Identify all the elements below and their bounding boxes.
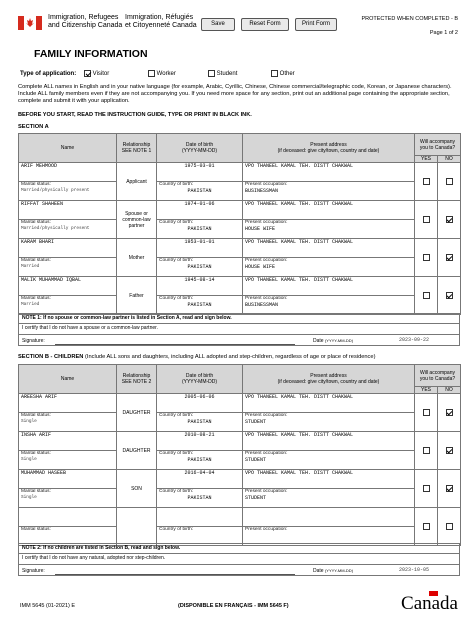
present-occupation[interactable]: STUDENT — [245, 457, 267, 463]
name-cell[interactable] — [19, 239, 117, 258]
certify-no-spouse: I certify that I do not have a spouse or a common-law partner. — [18, 324, 460, 335]
occupation-cell[interactable] — [243, 413, 415, 432]
present-occupation[interactable]: STUDENT — [245, 495, 267, 501]
occupation-cell[interactable] — [243, 258, 415, 277]
marital-label: Marital status: — [21, 413, 51, 418]
signature-line[interactable] — [55, 574, 295, 575]
occupation-label: Present occupation: — [245, 182, 288, 187]
country-of-birth[interactable]: PAKISTAN — [187, 495, 212, 501]
country-cell[interactable] — [157, 413, 243, 432]
accompany-yes-checkbox[interactable] — [423, 523, 430, 530]
member-name[interactable]: MALIK MUHAMMAD IQBAL — [21, 277, 82, 283]
date-label: Date (YYYY-MM-DD) — [313, 568, 354, 574]
address-cell[interactable] — [243, 432, 415, 451]
country-of-birth[interactable]: PAKISTAN — [187, 419, 212, 425]
accompany-no-checkbox[interactable] — [446, 178, 453, 185]
name-header: Name — [19, 365, 117, 394]
country-label: Country of birth: — [159, 451, 194, 456]
accompany-no-cell — [438, 201, 461, 239]
date-label: Date (YYYY-MM-DD) — [313, 338, 354, 344]
name-cell[interactable] — [19, 201, 117, 220]
other-option[interactable]: Other — [271, 70, 295, 77]
canada-wordmark: Canada — [401, 593, 458, 614]
signature-label: Signature: — [22, 338, 45, 344]
member-dob[interactable]: 1945-08-14 — [184, 277, 215, 283]
member-name[interactable]: INSHA ARIF — [21, 432, 52, 438]
accompany-no-cell — [438, 277, 461, 315]
dob-cell[interactable] — [157, 394, 243, 413]
accompany-no-cell — [438, 239, 461, 277]
marital-status[interactable]: Married — [21, 302, 40, 307]
signature-label: Signature: — [22, 568, 45, 574]
present-occupation[interactable]: STUDENT — [245, 419, 267, 425]
before-you-start-text: BEFORE YOU START, READ THE INSTRUCTION GUIDE, TYPE OR PRINT IN BLACK INK. — [18, 112, 252, 118]
accompany-yes-checkbox[interactable] — [423, 216, 430, 223]
member-name[interactable]: AREESHA ARIF — [21, 394, 58, 400]
relationship-cell[interactable]: DAUGHTER — [117, 432, 157, 470]
student-option[interactable]: Student — [208, 70, 237, 77]
no-header: NO — [438, 156, 461, 163]
type-of-application-label: Type of application: — [20, 71, 77, 77]
marital-cell[interactable] — [19, 451, 117, 470]
accompany-yes-checkbox[interactable] — [423, 485, 430, 492]
address-cell[interactable] — [243, 163, 415, 182]
page-number: Page 1 of 2 — [429, 30, 458, 36]
accompany-no-cell — [438, 470, 461, 508]
section-a-title: SECTION A — [18, 124, 49, 130]
address-cell[interactable] — [243, 277, 415, 296]
country-cell[interactable] — [157, 258, 243, 277]
occupation-cell[interactable] — [243, 182, 415, 201]
dob-cell[interactable] — [157, 163, 243, 182]
visitor-option[interactable]: Visitor — [84, 70, 109, 77]
member-dob[interactable]: 2016-04-04 — [184, 470, 215, 476]
marital-cell[interactable] — [19, 182, 117, 201]
country-label: Country of birth: — [159, 296, 194, 301]
relationship-cell[interactable]: SON — [117, 470, 157, 508]
family-member-row-detail — [19, 296, 461, 315]
no-header: NO — [438, 387, 461, 394]
address-header: Present address (if deceased: give city/town, country and date) — [243, 365, 415, 394]
marital-label: Marital status: — [21, 258, 51, 263]
footer — [18, 593, 458, 621]
accompany-no-checkbox[interactable] — [446, 254, 453, 261]
dob-cell[interactable] — [157, 432, 243, 451]
country-of-birth[interactable]: PAKISTAN — [187, 188, 212, 194]
marital-label: Marital status: — [21, 489, 51, 494]
address-cell[interactable] — [243, 470, 415, 489]
accompany-yes-cell — [415, 239, 438, 277]
address-cell[interactable] — [243, 201, 415, 220]
occupation-cell[interactable] — [243, 489, 415, 508]
marital-status[interactable]: Married/physically present — [21, 226, 90, 231]
name-cell[interactable] — [19, 394, 117, 413]
marital-label: Marital status: — [21, 220, 51, 225]
accompany-yes-cell — [415, 277, 438, 315]
marital-status[interactable]: Single — [21, 419, 37, 424]
accompany-no-checkbox[interactable] — [446, 409, 453, 416]
country-label: Country of birth: — [159, 527, 194, 532]
family-member-row — [19, 163, 461, 182]
accompany-no-cell — [438, 163, 461, 201]
family-member-row — [19, 277, 461, 296]
save-button[interactable]: Save — [201, 18, 235, 31]
country-cell[interactable] — [157, 220, 243, 239]
member-address[interactable]: VPO THANEEL KAMAL TEH. DISTT CHAKWAL — [245, 470, 354, 476]
country-of-birth[interactable]: PAKISTAN — [187, 226, 212, 232]
accompany-header: Will accompany you to Canada? — [415, 365, 461, 387]
instructions-text: Complete ALL names in English and in your native language (for example, Arabic, Cyrillic, Chinese, Chinese commercial/telegraphic code, Korean, or Japanese characters). Include ALL family members even if they are not accompanying you. If you need more space for any section, print out an additional page containing the appropriate section, complete and submit it with your application. — [18, 84, 452, 104]
dob-header: Date of birth (YYYY-MM-DD) — [157, 134, 243, 163]
name-cell[interactable] — [19, 163, 117, 182]
present-occupation[interactable]: BUSINESSMAN — [245, 302, 279, 308]
family-member-row — [19, 508, 461, 527]
country-cell[interactable] — [157, 451, 243, 470]
marital-status[interactable]: Married/physically present — [21, 188, 90, 193]
accompany-yes-cell — [415, 470, 438, 508]
address-header: Present address (if deceased: give city/town, country and date) — [243, 134, 415, 163]
accompany-yes-checkbox[interactable] — [423, 254, 430, 261]
member-dob[interactable]: 1974-01-06 — [184, 201, 215, 207]
member-dob[interactable]: 1953-01-01 — [184, 239, 215, 245]
name-cell[interactable] — [19, 277, 117, 296]
family-member-row — [19, 239, 461, 258]
form-header — [18, 14, 458, 44]
present-occupation[interactable]: HOUSE WIFE — [245, 264, 276, 270]
country-cell[interactable] — [157, 296, 243, 315]
dob-cell[interactable] — [157, 239, 243, 258]
accompany-yes-cell — [415, 508, 438, 546]
country-cell[interactable] — [157, 182, 243, 201]
dob-cell[interactable] — [157, 201, 243, 220]
marital-label: Marital status: — [21, 296, 51, 301]
marital-status[interactable]: Married — [21, 264, 40, 269]
occupation-label: Present occupation: — [245, 258, 288, 263]
relationship-header: Relationship SEE NOTE 1 — [117, 134, 157, 163]
worker-checkbox[interactable] — [148, 70, 155, 77]
canada-flag-icon — [18, 16, 42, 30]
relationship-cell[interactable]: Spouse or common-law partner — [117, 201, 157, 239]
country-cell[interactable] — [157, 489, 243, 508]
dob-cell[interactable] — [157, 508, 243, 527]
marital-cell[interactable] — [19, 296, 117, 315]
occupation-label: Present occupation: — [245, 220, 288, 225]
section-b-table — [18, 364, 461, 546]
family-member-row — [19, 201, 461, 220]
section-a-date[interactable]: 2023-09-22 — [399, 337, 430, 343]
accompany-yes-cell — [415, 432, 438, 470]
section-a-table — [18, 133, 461, 315]
family-member-row — [19, 432, 461, 451]
country-label: Country of birth: — [159, 489, 194, 494]
worker-option[interactable]: Worker — [148, 70, 176, 77]
section-b-title: SECTION B - CHILDREN (Include ALL sons and daughters, including ALL adopted and step-children, regardless of age or place of residence) — [18, 354, 376, 360]
name-cell[interactable] — [19, 470, 117, 489]
dob-cell[interactable] — [157, 277, 243, 296]
marital-status[interactable]: Single — [21, 495, 37, 500]
family-member-row — [19, 470, 461, 489]
accompany-no-checkbox[interactable] — [446, 485, 453, 492]
family-member-row-detail — [19, 451, 461, 470]
accompany-yes-cell — [415, 394, 438, 432]
accompany-yes-checkbox[interactable] — [423, 178, 430, 185]
family-member-row — [19, 394, 461, 413]
relationship-cell[interactable]: DAUGHTER — [117, 394, 157, 432]
address-cell[interactable] — [243, 239, 415, 258]
marital-cell[interactable] — [19, 489, 117, 508]
accompany-no-checkbox[interactable] — [446, 216, 453, 223]
member-address[interactable]: VPO THANEEL KAMAL TEH. DISTT CHAKWAL — [245, 239, 354, 245]
reset-form-button[interactable]: Reset Form — [241, 18, 289, 31]
print-form-button[interactable]: Print Form — [295, 18, 337, 31]
member-name[interactable]: RIFFAT SHAHEEN — [21, 201, 64, 207]
member-name[interactable]: KARAM BHARI — [21, 239, 55, 245]
accompany-no-checkbox[interactable] — [446, 447, 453, 454]
relationship-header: Relationship SEE NOTE 2 — [117, 365, 157, 394]
yes-header: YES — [415, 156, 438, 163]
accompany-yes-cell — [415, 201, 438, 239]
accompany-no-cell — [438, 432, 461, 470]
accompany-no-checkbox[interactable] — [446, 292, 453, 299]
country-of-birth[interactable]: PAKISTAN — [187, 264, 212, 270]
occupation-label: Present occupation: — [245, 413, 288, 418]
member-dob[interactable]: 2010-08-21 — [184, 432, 215, 438]
member-address[interactable]: VPO THANEEL KAMAL TEH. DISTT CHAKWAL — [245, 201, 354, 207]
marital-cell[interactable] — [19, 413, 117, 432]
section-b-date[interactable]: 2023-10-05 — [399, 567, 430, 573]
yes-header: YES — [415, 387, 438, 394]
member-address[interactable]: VPO THANEEL KAMAL TEH. DISTT CHAKWAL — [245, 394, 354, 400]
occupation-cell[interactable] — [243, 220, 415, 239]
member-name[interactable]: ARIF MEHMOOD — [21, 163, 58, 169]
marital-label: Marital status: — [21, 182, 51, 187]
family-member-row-detail — [19, 489, 461, 508]
accompany-header: Will accompany you to Canada? — [415, 134, 461, 156]
country-label: Country of birth: — [159, 258, 194, 263]
occupation-label: Present occupation: — [245, 296, 288, 301]
accompany-no-checkbox[interactable] — [446, 523, 453, 530]
protected-label: PROTECTED WHEN COMPLETED - B — [361, 16, 458, 22]
type-of-application — [18, 71, 458, 81]
section-a-signature-row — [18, 335, 460, 346]
signature-line[interactable] — [55, 344, 295, 345]
member-address[interactable]: VPO THANEEL KAMAL TEH. DISTT CHAKWAL — [245, 277, 354, 283]
other-checkbox[interactable] — [271, 70, 278, 77]
student-checkbox[interactable] — [208, 70, 215, 77]
member-address[interactable]: VPO THANEEL KAMAL TEH. DISTT CHAKWAL — [245, 432, 354, 438]
occupation-label: Present occupation: — [245, 489, 288, 494]
member-name[interactable]: MUHAMMAD HASEEB — [21, 470, 67, 476]
relationship-cell[interactable]: Father — [117, 277, 157, 315]
family-member-row-detail — [19, 220, 461, 239]
marital-label: Marital status: — [21, 527, 51, 532]
country-label: Country of birth: — [159, 182, 194, 187]
member-dob[interactable]: 2005-06-06 — [184, 394, 215, 400]
name-cell[interactable] — [19, 508, 117, 527]
accompany-yes-cell — [415, 163, 438, 201]
occupation-cell[interactable] — [243, 296, 415, 315]
dob-cell[interactable] — [157, 470, 243, 489]
section-b-signature-row — [18, 565, 460, 576]
note-2: NOTE 2: If no children are listed in Section B, read and sign below. — [18, 543, 460, 554]
family-member-row-detail — [19, 182, 461, 201]
accompany-yes-checkbox[interactable] — [423, 447, 430, 454]
country-label: Country of birth: — [159, 413, 194, 418]
accompany-yes-checkbox[interactable] — [423, 292, 430, 299]
occupation-label: Present occupation: — [245, 527, 288, 532]
form-id: IMM 5645 (01-2021) E — [20, 603, 76, 609]
relationship-cell[interactable]: Applicant — [117, 163, 157, 201]
present-occupation[interactable]: HOUSE WIFE — [245, 226, 276, 232]
address-cell[interactable] — [243, 394, 415, 413]
address-cell[interactable] — [243, 508, 415, 527]
marital-cell[interactable] — [19, 258, 117, 277]
french-availability: (DISPONIBLE EN FRANÇAIS - IMM 5645 F) — [178, 603, 289, 609]
accompany-no-cell — [438, 508, 461, 546]
department-name-en: Immigration, Refugees and Citizenship Canada — [48, 14, 123, 29]
relationship-cell[interactable]: Mother — [117, 239, 157, 277]
family-member-row-detail — [19, 413, 461, 432]
occupation-cell[interactable] — [243, 451, 415, 470]
dob-header: Date of birth (YYYY-MM-DD) — [157, 365, 243, 394]
country-of-birth[interactable]: PAKISTAN — [187, 302, 212, 308]
marital-status[interactable]: Single — [21, 457, 37, 462]
family-member-row-detail — [19, 258, 461, 277]
department-name-fr: Immigration, Réfugiés et Citoyenneté Canada — [125, 14, 197, 29]
accompany-yes-checkbox[interactable] — [423, 409, 430, 416]
member-dob[interactable]: 1975-03-01 — [184, 163, 215, 169]
present-occupation[interactable]: BUSINESSMAN — [245, 188, 279, 194]
certify-no-children: I certify that I do not have any natural, adopted nor step-children. — [18, 554, 460, 565]
visitor-checkbox[interactable] — [84, 70, 91, 77]
occupation-label: Present occupation: — [245, 451, 288, 456]
marital-label: Marital status: — [21, 451, 51, 456]
marital-cell[interactable] — [19, 220, 117, 239]
country-label: Country of birth: — [159, 220, 194, 225]
relationship-cell[interactable] — [117, 508, 157, 546]
accompany-no-cell — [438, 394, 461, 432]
page-title: FAMILY INFORMATION — [34, 48, 148, 60]
name-cell[interactable] — [19, 432, 117, 451]
name-header: Name — [19, 134, 117, 163]
note-1: NOTE 1: If no spouse or common-law partner is listed in Section A, read and sign below. — [18, 313, 460, 324]
country-of-birth[interactable]: PAKISTAN — [187, 457, 212, 463]
member-address[interactable]: VPO THANEEL KAMAL TEH. DISTT CHAKWAL — [245, 163, 354, 169]
